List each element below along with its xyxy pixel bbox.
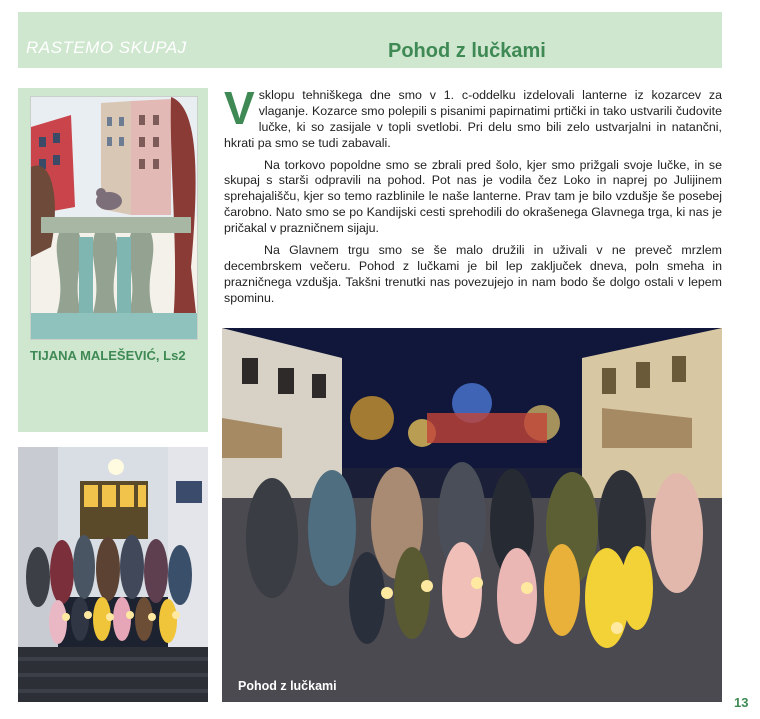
dropcap-letter: V (224, 82, 255, 134)
group-photo-school (18, 447, 208, 702)
photo-caption: Pohod z lučkami (238, 679, 337, 693)
article-paragraph-1 (224, 82, 722, 152)
article-body (224, 82, 722, 312)
article-title: Pohod z lučkami (388, 40, 546, 62)
article-paragraph-2: Na torkovo popoldne smo se zbrali pred šolo, kjer smo prižgali svoje lučke, in se skupaj s starši odpravili na pohod. Pot nas je vodila čez Loko in naprej po Julijinem sprehajališču, kjer so temo razblinile le naše lanterne. Prav tam je bilo vzdušje še posebej čarobno. Nato smo se po Kandijski cesti sprehodili do okrašenega Glavnega trga, ki nas je pričakal v prazničnem sijaju. (224, 157, 722, 235)
paragraph-1-text: sklopu tehniškega dne smo v 1. c-oddelku izdelovali lanterne iz kozarcev za vlaganje. Kozarce smo polepili s pisanimi papirnatimi prtički in tako ustvarili čudovite lučke, ki so zasijale v topli svetlobi. Pri delu smo bili zelo ustvarjalni in natančni, hkrati pa smo se tudi zabavali. (224, 88, 722, 150)
child-drawing-image (30, 96, 198, 340)
drawing-author-caption: TIJANA MALEŠEVIĆ, Ls2 (30, 348, 186, 363)
group-photo-main-square (222, 328, 722, 702)
section-label: RASTEMO SKUPAJ (26, 38, 187, 57)
page-number: 13 (734, 695, 749, 710)
article-paragraph-3: Na Glavnem trgu smo se še malo družili in uživali v ne preveč mrzlem decembrskem večeru. Pohod z lučkami je bil lep zaključek dneva, poln smeha in prazničnega vzdušja. Takšni trenutki nas povezujejo in nam bodo še dolgo ostali v lepem spominu. (224, 242, 722, 305)
